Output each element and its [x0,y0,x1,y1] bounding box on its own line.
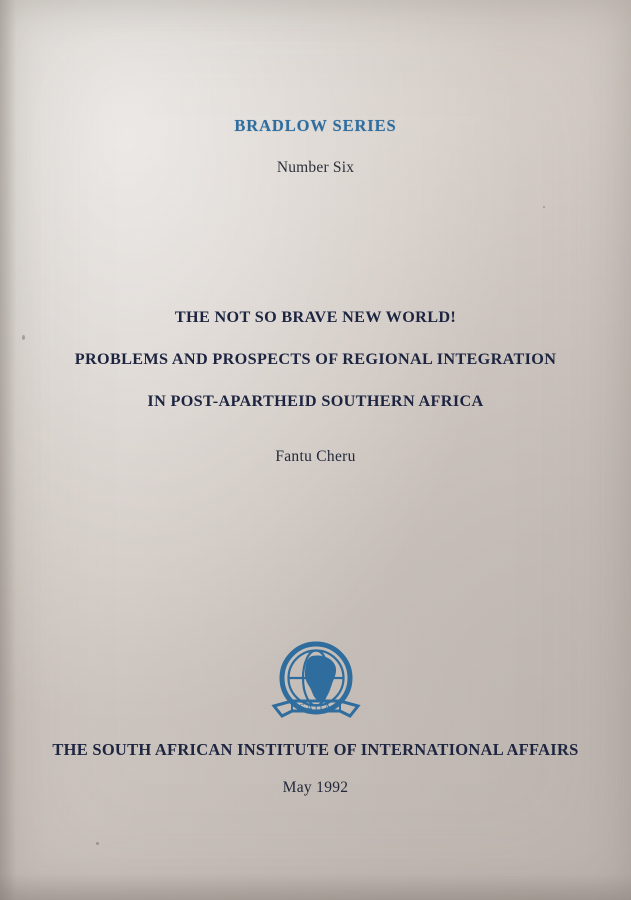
title-line-2: PROBLEMS AND PROSPECTS OF REGIONAL INTEGRATION [74,350,557,368]
publication-date: May 1992 [282,779,349,796]
scan-speck [543,206,545,208]
series-number: Number Six [276,159,355,176]
publisher-name: THE SOUTH AFRICAN INSTITUTE OF INTERNATIONAL AFFAIRS [52,740,579,759]
title-line-3: IN POST-APARTHEID SOUTHERN AFRICA [147,392,484,410]
scan-bottom-edge-shadow [0,874,631,900]
scan-speck [96,842,99,845]
series-title: BRADLOW SERIES [234,116,397,135]
svg-text:SAIIA: SAIIA [298,703,333,714]
title-line-1: THE NOT SO BRAVE NEW WORLD! [174,308,457,326]
saiia-logo-icon [252,640,380,726]
page-title [40,296,591,422]
author-name: Fantu Cheru [275,448,356,465]
scan-speck [22,335,25,340]
logo-container [0,640,631,726]
